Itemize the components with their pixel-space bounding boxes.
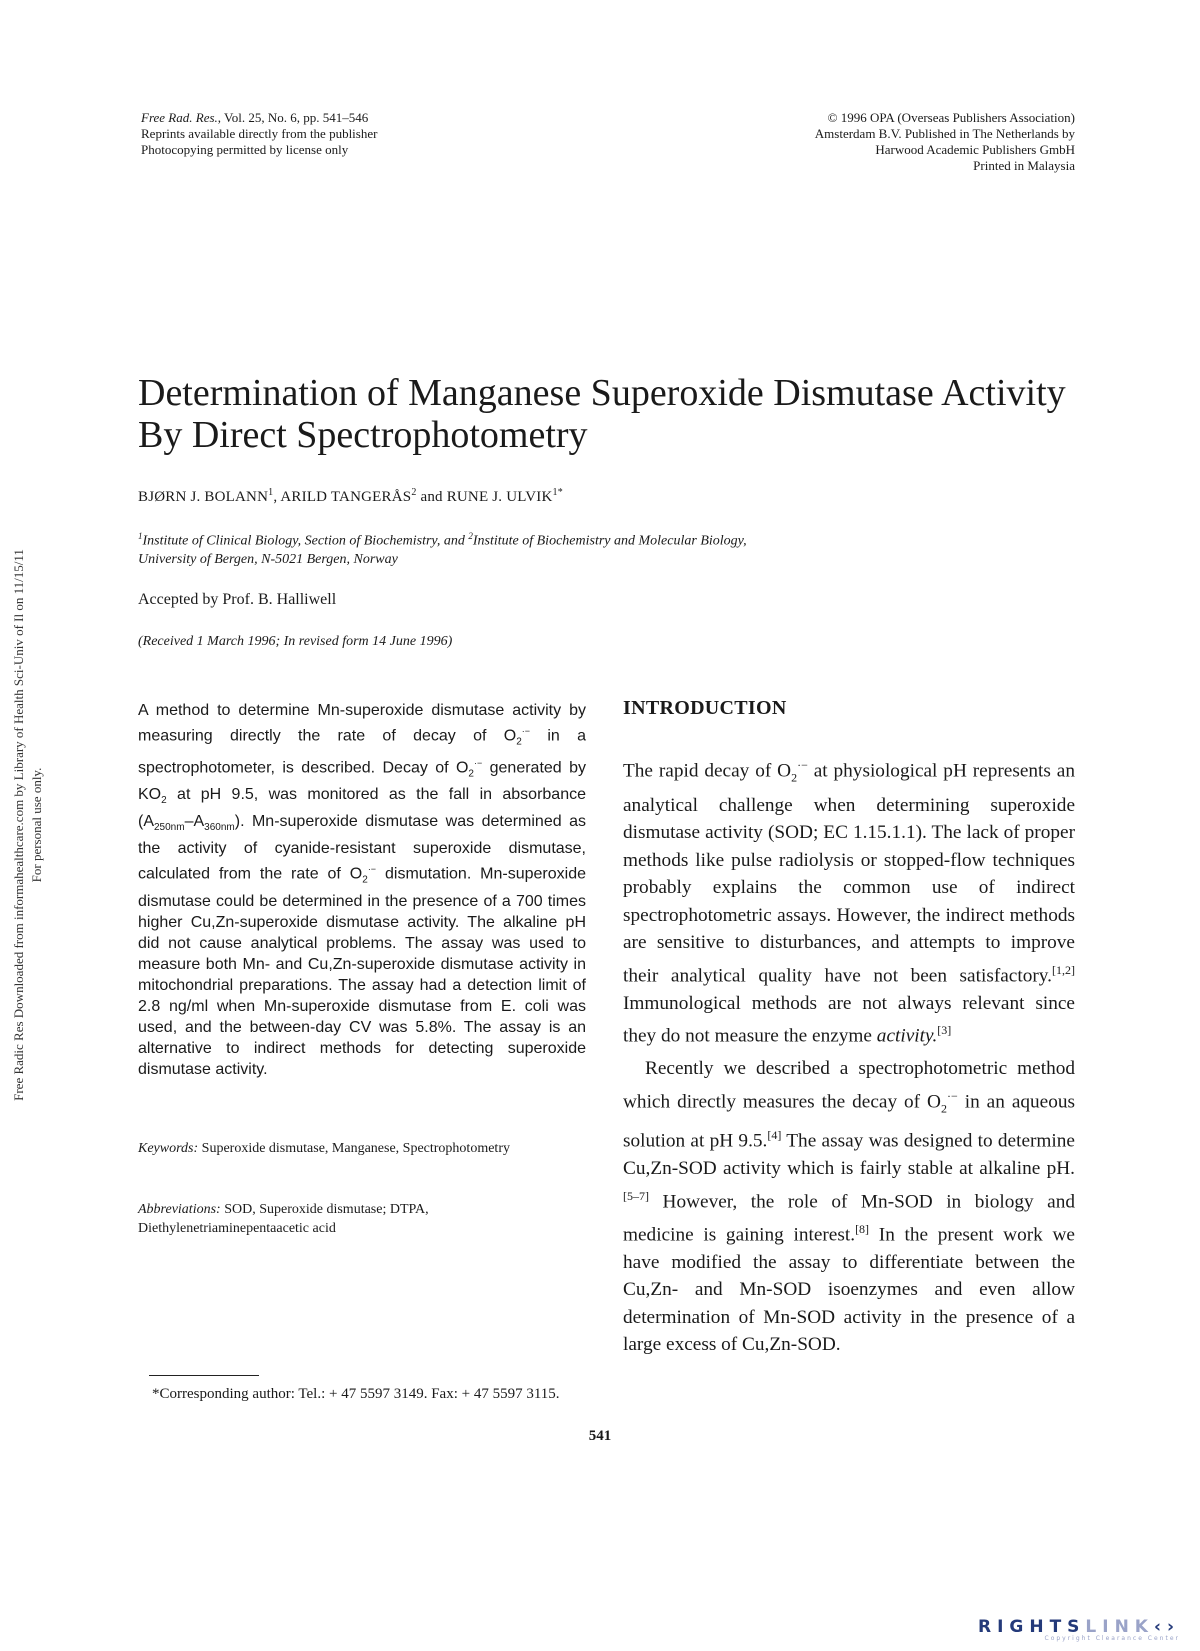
superscript: ·− <box>946 1088 958 1103</box>
author-affil-mark: 2 <box>411 487 417 498</box>
publisher-line-2: Harwood Academic Publishers GmbH <box>875 142 1075 157</box>
abstract <box>138 700 586 1080</box>
reprints-note: Reprints available directly from the publisher <box>141 126 378 141</box>
superscript: ·− <box>797 758 808 772</box>
author-affil-mark: 1 <box>268 487 274 498</box>
journal-citation: , Vol. 25, No. 6, pp. 541–546 <box>217 110 369 125</box>
publisher-line: Amsterdam B.V. Published in The Netherlands by <box>814 126 1075 141</box>
publisher-header <box>815 110 1075 174</box>
subscript: 360nm <box>204 822 235 834</box>
citation-ref[interactable]: [5–7] <box>623 1188 649 1203</box>
abstract-text: in a spectrophotometer, is described. Decay of O <box>138 727 587 776</box>
subscript: 2 <box>161 795 167 807</box>
photocopy-note: Photocopying permitted by license only <box>141 142 349 157</box>
keywords <box>138 1139 586 1158</box>
author-list <box>138 487 563 506</box>
rightslink-tagline: Copyright Clearance Center <box>1044 1635 1180 1642</box>
affil-part-1: Institute of Clinical Biology, Section of Biochemistry, and <box>142 533 469 549</box>
author-separator: , <box>273 489 281 505</box>
citation-ref[interactable]: [3] <box>937 1023 952 1038</box>
abstract-text: dismutation. Mn-superoxide dismutase could be determined in the presence of a 700 times higher Cu,Zn-superoxide dismutase activity. The alkaline pH did not cause analytical problems. The assay was used to measure both Mn- and Cu,Zn-superoxide dismutase activity in mitochondrial preparations. The assay had a detection limit of 2.8 ng/ml when Mn-superoxide dismutase from E. coli was used, and the between-day CV was 5.8%. The assay is an alternative to indirect methods for detecting superoxide dismutase activity. <box>138 865 587 1078</box>
author-separator: and <box>416 489 447 505</box>
footnote-rule <box>149 1375 259 1376</box>
subscript: 2 <box>516 736 522 748</box>
superscript: ·− <box>473 757 483 768</box>
introduction-body <box>623 752 1075 1359</box>
paragraph <box>623 1055 1075 1359</box>
citation-ref[interactable]: [1,2] <box>1052 962 1075 977</box>
abbreviations <box>138 1200 586 1238</box>
affiliations <box>138 527 938 569</box>
abstract-text: A method to determine Mn-superoxide dismutase activity by measuring directly the rate of decay of O <box>138 702 586 745</box>
body-text: Immunological methods are not always relevant since they do not measure the enzyme <box>623 992 1075 1047</box>
rightslink-link: LINK <box>1085 1617 1154 1637</box>
subscript: 2 <box>362 874 368 886</box>
rightslink-logo[interactable] <box>978 1617 1180 1642</box>
section-heading-introduction: INTRODUCTION <box>623 697 787 719</box>
subscript: 2 <box>791 770 798 785</box>
paragraph <box>623 752 1075 1050</box>
subscript: 2 <box>468 768 474 780</box>
body-text: In the present work we have modified the assay to differentiate between the Cu,Zn- and Mn-SOD isoenzymes and even allow determination of Mn-SOD activity in the presence of a large excess of Cu,Zn-SOD. <box>623 1224 1075 1356</box>
subscript: 250nm <box>154 822 185 834</box>
citation-ref[interactable]: [4] <box>767 1128 782 1143</box>
journal-header <box>141 110 377 158</box>
rightslink-arrow-icon: ‹› <box>1153 1617 1180 1637</box>
abbreviations-text: SOD, Superoxide dismutase; DTPA, Diethylenetriaminepentaacetic acid <box>138 1202 429 1236</box>
personal-use-line: For personal use only. <box>29 767 44 883</box>
rightslink-rights: RIGHTS <box>977 1617 1086 1637</box>
author-affil-mark: 1* <box>552 487 563 498</box>
body-text: The assay was designed to determine Cu,Zn-SOD activity which is fairly stable at alkaline pH. <box>623 1130 1075 1180</box>
download-line: Free Radic Res Downloaded from informahealthcare.com by Library of Health Sci-Univ of Il on 11/15/11 <box>11 549 26 1101</box>
author-name: RUNE J. ULVIK <box>446 489 553 505</box>
accepted-by: Accepted by Prof. B. Halliwell <box>138 591 337 608</box>
body-text-italic: activity. <box>876 1025 938 1047</box>
received-dates: (Received 1 March 1996; In revised form 14 June 1996) <box>138 634 453 649</box>
affil-mark-1: 1 <box>138 531 143 541</box>
body-text: Recently we described a spectrophotometric method which directly measures the decay of O <box>623 1058 1075 1113</box>
affil-line-2: University of Bergen, N-5021 Bergen, Norway <box>138 551 398 567</box>
keywords-text: Superoxide dismutase, Manganese, Spectrophotometry <box>198 1141 510 1156</box>
affil-part-2: Institute of Biochemistry and Molecular Biology, <box>472 533 747 549</box>
body-text: However, the role of Mn-SOD in biology and medicine is gaining interest. <box>623 1191 1075 1246</box>
abstract-text: –A <box>184 813 205 831</box>
citation-ref[interactable]: [8] <box>855 1221 870 1236</box>
journal-name: Free Rad. Res. <box>141 110 218 125</box>
download-watermark <box>10 425 46 1225</box>
body-text: The rapid decay of O <box>623 760 792 782</box>
author-name: BJØRN J. BOLANN <box>138 489 269 505</box>
subscript: 2 <box>940 1100 947 1115</box>
superscript: ·− <box>521 726 531 736</box>
keywords-label: Keywords: <box>138 1141 199 1156</box>
abstract-text: at pH 9.5, was monitored as the fall in absorbance (A <box>138 786 586 831</box>
superscript: ·− <box>367 864 377 875</box>
author-name: ARILD TANGERÅS <box>280 489 412 505</box>
page-number: 541 <box>588 1428 612 1444</box>
article-title: Determination of Manganese Superoxide Dismutase Activity By Direct Spectrophotometry <box>138 372 1066 456</box>
corresponding-author-footnote: *Corresponding author: Tel.: + 47 5597 3149. Fax: + 47 5597 3115. <box>152 1386 560 1402</box>
affil-mark-2: 2 <box>468 531 473 541</box>
abstract-text: ). Mn-superoxide dismutase was determined as the activity of cyanide-resistant superoxide dismutase, calculated from the rate of O <box>138 813 586 883</box>
printed-line: Printed in Malaysia <box>973 158 1075 173</box>
abstract-text: generated by KO <box>138 758 586 804</box>
copyright-line: © 1996 OPA (Overseas Publishers Association) <box>827 110 1075 125</box>
body-text: at physiological pH represents an analytical challenge when determining superoxide dismutase activity (SOD; EC 1.15.1.1). The lack of proper methods like pulse radiolysis or stopped-flow techniques probably explains the common use of indirect spectrophotometric assays. However, the indirect methods are sensitive to disturbances, and attempts to improve their analytical quality have not been satisfactory. <box>623 760 1075 987</box>
body-text: in an aqueous solution at pH 9.5. <box>623 1091 1075 1152</box>
abbreviations-label: Abbreviations: <box>138 1202 221 1217</box>
